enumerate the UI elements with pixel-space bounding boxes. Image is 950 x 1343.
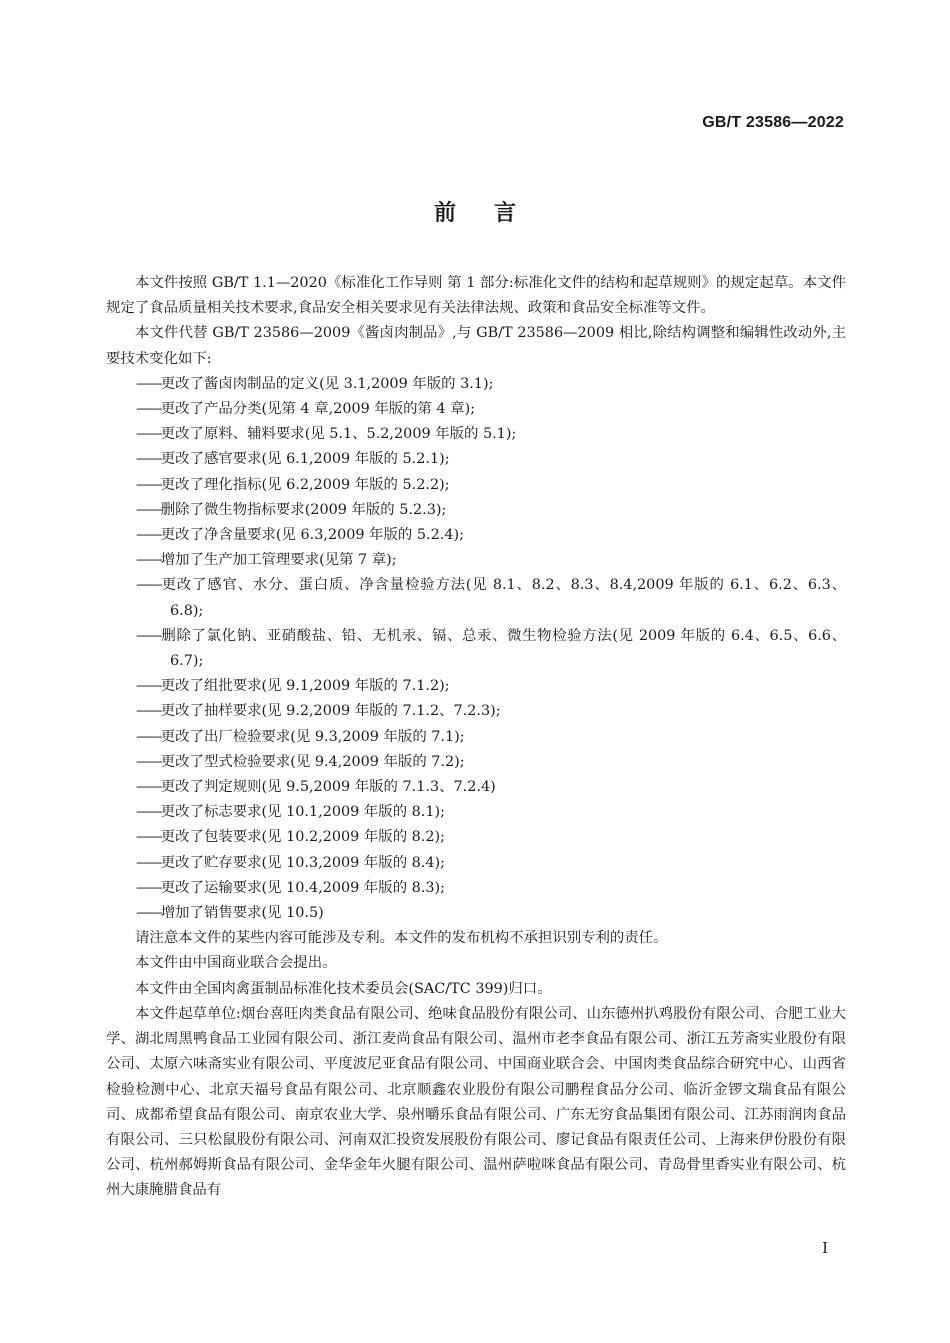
page-number: I	[822, 1239, 828, 1257]
list-item: ——更改了运输要求(见 10.4,2009 年版的 8.3);	[136, 879, 446, 896]
dash-marker: ——	[136, 375, 161, 392]
dash-marker: ——	[136, 627, 161, 644]
dash-marker: ——	[136, 401, 161, 418]
list-item: ——更改了抽样要求(见 9.2,2009 年版的 7.1.2、7.2.3);	[136, 703, 501, 720]
dash-marker: ——	[136, 678, 161, 695]
list-item: ——删除了微生物指标要求(2009 年版的 5.2.3);	[136, 501, 447, 518]
dash-marker: ——	[136, 905, 161, 922]
dash-marker: ——	[136, 426, 161, 443]
foreword-body	[106, 271, 846, 1204]
drafting-units: 本文件起草单位:烟台喜旺肉类食品有限公司、绝味食品股份有限公司、山东德州扒鸡股份有限公司、合肥工业大学、湖北周黑鸭食品工业园有限公司、浙江麦尚食品有限公司、温州市老李食品有限公司、浙江五芳斋实业股份有限公司、太原六味斋实业有限公司、平度波尼亚食品有限公司、中国商业联合会、中国肉类食品综合研究中心、山西省检验检测中心、北京天福号食品有限公司、北京顺鑫农业股份有限公司鹏程食品分公司、临沂金锣文瑞食品有限公司、成都希望食品有限公司、南京农业大学、泉州嚼乐食品有限公司、广东无穷食品集团有限公司、江苏雨润肉食品有限公司、三只松鼠股份有限公司、河南双汇投资发展股份有限公司、廖记食品有限责任公司、上海来伊份股份有限公司、杭州郝姆斯食品有限公司、金华金年火腿有限公司、温州萨啦咪食品有限公司、青岛骨里香实业有限公司、杭州大康腌腊食品有	[106, 1005, 846, 1199]
title-char-2: 言	[494, 201, 517, 226]
dash-marker: ——	[136, 501, 161, 518]
list-item: ——更改了包装要求(见 10.2,2009 年版的 8.2);	[136, 829, 446, 846]
dash-marker: ——	[136, 829, 161, 846]
list-item: ——更改了标志要求(见 10.1,2009 年版的 8.1);	[136, 804, 446, 821]
dash-marker: ——	[136, 476, 161, 493]
list-item: ——更改了酱卤肉制品的定义(见 3.1,2009 年版的 3.1);	[136, 375, 494, 392]
dash-marker: ——	[136, 552, 161, 569]
standard-number: GB/T 23586—2022	[702, 114, 844, 131]
dash-marker: ——	[136, 854, 161, 871]
intro-paragraph: 本文件按照 GB/T 1.1—2020《标准化工作导则 第 1 部分:标准化文件的结构和起草规则》的规定起草。本文件规定了食品质量相关技术要求,食品安全相关要求见有关法律法规、政策和食品安全标准等文件。	[106, 275, 846, 317]
page-title	[0, 196, 950, 227]
dash-marker: ——	[136, 753, 161, 770]
proposer-statement: 本文件由中国商业联合会提出。	[135, 955, 337, 972]
list-item: ——增加了销售要求(见 10.5)	[136, 905, 324, 922]
dash-marker: ——	[136, 451, 161, 468]
list-item: ——更改了判定规则(见 9.5,2009 年版的 7.1.3、7.2.4)	[136, 779, 496, 796]
list-item: ——更改了感官要求(见 6.1,2009 年版的 5.2.1);	[136, 451, 450, 468]
dash-marker: ——	[136, 527, 161, 544]
dash-marker: ——	[136, 779, 161, 796]
changes-list	[106, 372, 846, 926]
list-item: ——更改了贮存要求(见 10.3,2009 年版的 8.4);	[136, 854, 446, 871]
intro-paragraph: 本文件代替 GB/T 23586—2009《酱卤肉制品》,与 GB/T 23586—2009 相比,除结构调整和编辑性改动外,主要技术变化如下:	[106, 325, 846, 367]
patent-notice: 请注意本文件的某些内容可能涉及专利。本文件的发布机构不承担识别专利的责任。	[135, 930, 668, 947]
dash-marker: ——	[136, 703, 161, 720]
list-item: ——更改了型式检验要求(见 9.4,2009 年版的 7.2);	[136, 753, 465, 770]
list-item: ——增加了生产加工管理要求(见第 7 章);	[136, 552, 397, 569]
dash-marker: ——	[136, 879, 161, 896]
dash-marker: ——	[136, 577, 161, 594]
list-item: ——更改了感官、水分、蛋白质、净含量检验方法(见 8.1、8.2、8.3、8.4,2009 年版的 6.1、6.2、6.3、6.8);	[136, 577, 846, 619]
list-item: ——更改了产品分类(见第 4 章,2009 年版的第 4 章);	[136, 401, 476, 418]
list-item: ——更改了出厂检验要求(见 9.3,2009 年版的 7.1);	[136, 728, 465, 745]
committee-statement: 本文件由全国肉禽蛋制品标准化技术委员会(SAC/TC 399)归口。	[135, 980, 552, 997]
list-item: ——更改了组批要求(见 9.1,2009 年版的 7.1.2);	[136, 678, 450, 695]
dash-marker: ——	[136, 728, 161, 745]
list-item: ——更改了净含量要求(见 6.3,2009 年版的 5.2.4);	[136, 527, 464, 544]
list-item: ——更改了理化指标(见 6.2,2009 年版的 5.2.2);	[136, 476, 450, 493]
title-char-1: 前	[433, 201, 456, 226]
list-item: ——删除了氯化钠、亚硝酸盐、铅、无机汞、镉、总汞、微生物检验方法(见 2009 年版的 6.4、6.5、6.6、6.7);	[136, 627, 846, 670]
dash-marker: ——	[136, 804, 161, 821]
list-item: ——更改了原料、辅料要求(见 5.1、5.2,2009 年版的 5.1);	[136, 426, 517, 443]
